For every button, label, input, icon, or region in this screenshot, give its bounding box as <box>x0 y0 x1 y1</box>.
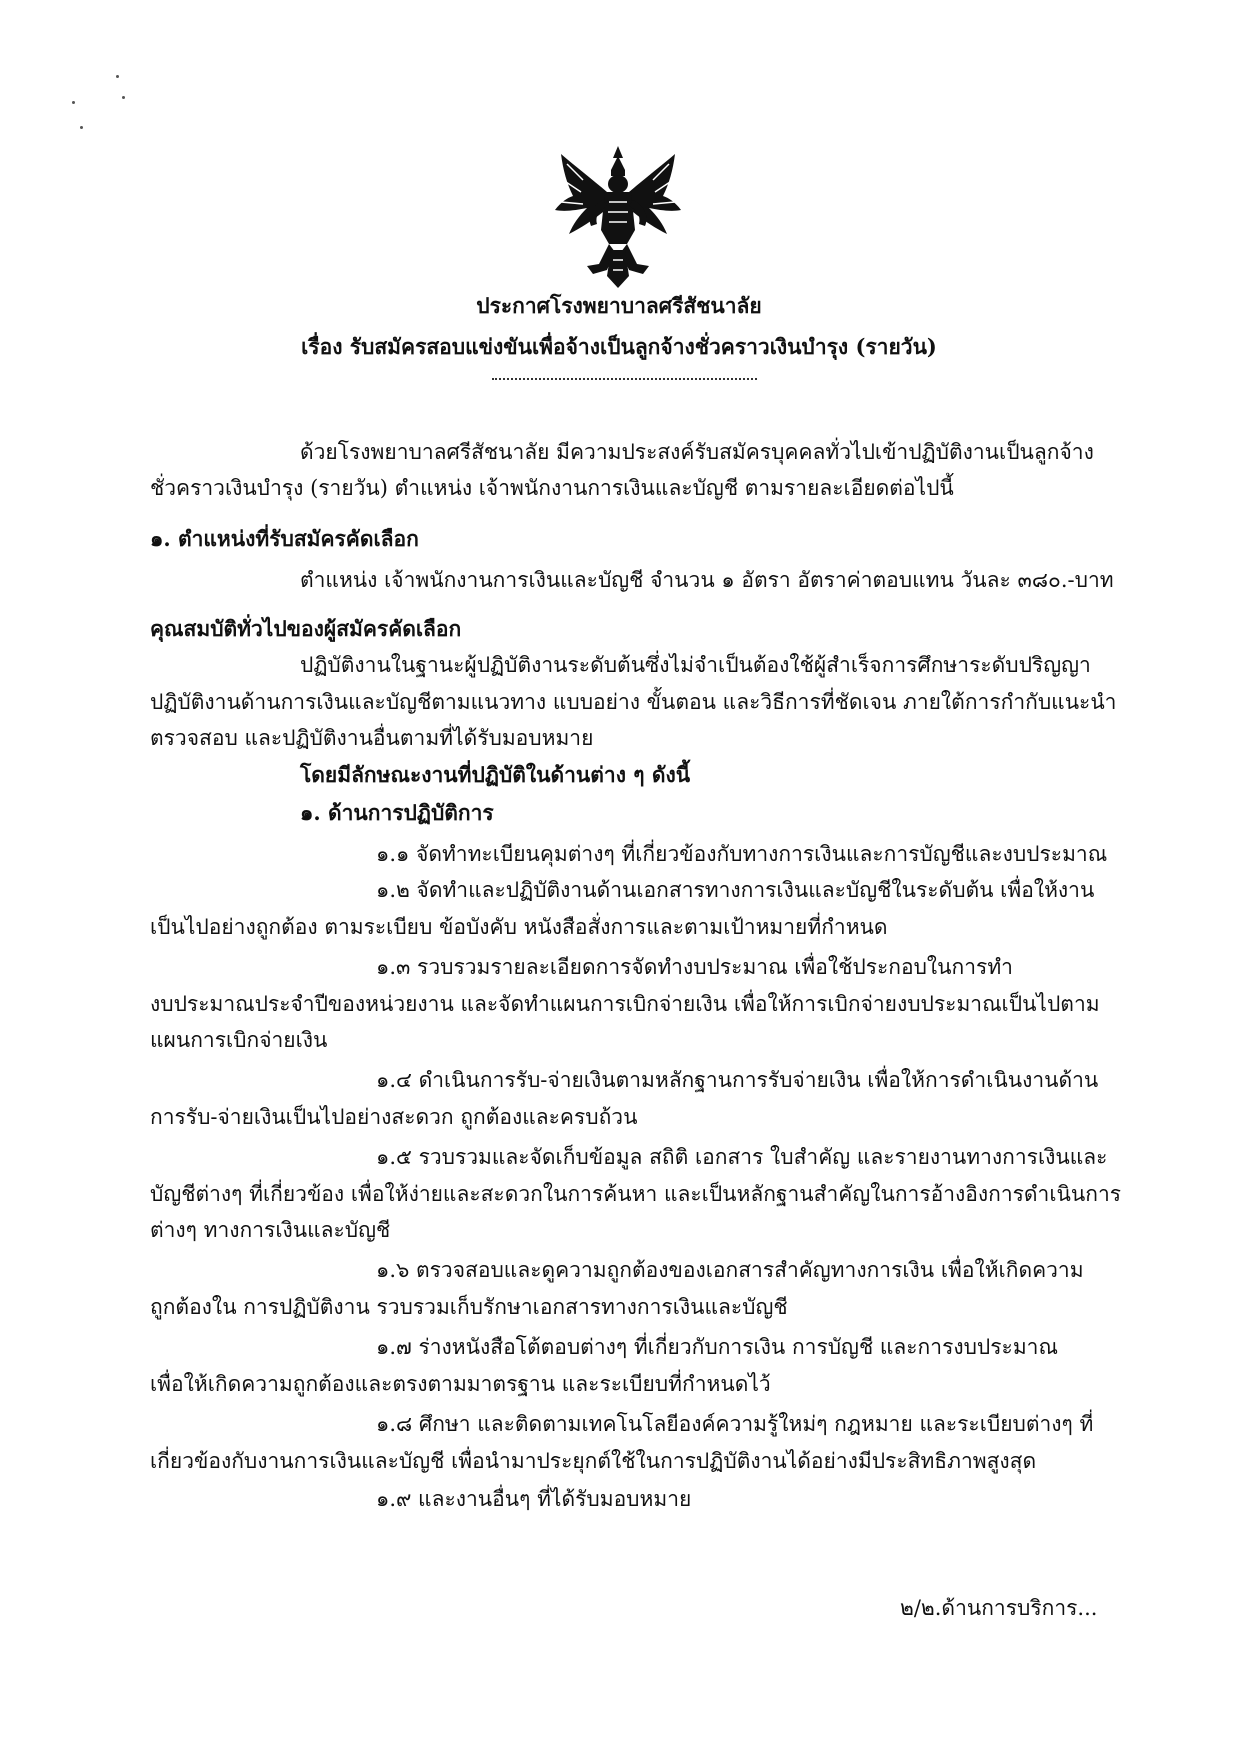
scan-speck <box>122 96 125 99</box>
document-title: ประกาศโรงพยาบาลศรีสัชนาลัย <box>476 293 762 318</box>
qualifications-heading: คุณสมบัติทั่วไปของผู้สมัครคัดเลือก <box>150 616 462 641</box>
section-1-heading: ๑. ตำแหน่งที่รับสมัครคัดเลือก <box>150 526 419 551</box>
item-1-5-cont-2: ต่างๆ ทางการเงินและบัญชี <box>150 1218 391 1242</box>
qualifications-line-1: ปฏิบัติงานในฐานะผู้ปฏิบัติงานระดับต้นซึ่งไม่จำเป็นต้องใช้ผู้สำเร็จการศึกษาระดับปริญญา <box>300 653 1091 677</box>
document-subject: เรื่อง รับสมัครสอบแข่งขันเพื่อจ้างเป็นลูกจ้างชั่วคราวเงินบำรุง (รายวัน) <box>301 334 937 359</box>
item-1-2-cont: เป็นไปอย่างถูกต้อง ตามระเบียบ ข้อบังคับ หนังสือสั่งการและตามเป้าหมายที่กำหนด <box>150 915 888 939</box>
item-1-1: ๑.๑ จัดทำทะเบียนคุมต่างๆ ที่เกี่ยวข้องกับทางการเงินและการบัญชีและงบประมาณ <box>376 842 1108 866</box>
item-1-4-cont: การรับ-จ่ายเงินเป็นไปอย่างสะดวก ถูกต้องและครบถ้วน <box>150 1105 638 1129</box>
item-1-9: ๑.๙ และงานอื่นๆ ที่ได้รับมอบหมาย <box>376 1487 692 1511</box>
scan-speck <box>72 101 75 104</box>
qualifications-line-2: ปฏิบัติงานด้านการเงินและบัญชีตามแนวทาง แบบอย่าง ขั้นตอน และวิธีการที่ชัดเจน ภายใต้การกำกับแนะนำ <box>150 690 1117 714</box>
item-1-8: ๑.๘ ศึกษา และติดตามเทคโนโลยีองค์ความรู้ใหม่ๆ กฎหมาย และระเบียบต่างๆ ที่ <box>376 1412 1094 1436</box>
dotted-divider <box>492 378 757 380</box>
item-1-7: ๑.๗ ร่างหนังสือโต้ตอบต่างๆ ที่เกี่ยวกับการเงิน การบัญชี และการงบประมาณ <box>376 1335 1058 1359</box>
duties-heading: โดยมีลักษณะงานที่ปฏิบัติในด้านต่าง ๆ ดังนี้ <box>300 762 691 787</box>
page-continuation: ๒/๒.ด้านการบริการ... <box>900 1596 1098 1620</box>
item-1-2: ๑.๒ จัดทำและปฏิบัติงานด้านเอกสารทางการเงินและบัญชีในระดับต้น เพื่อให้งาน <box>376 878 1095 902</box>
item-1-3-cont: งบประมาณประจำปีของหน่วยงาน และจัดทำแผนการเบิกจ่ายเงิน เพื่อให้การเบิกจ่ายงบประมาณเป็นไปตาม <box>150 992 1100 1016</box>
item-1-6-cont: ถูกต้องใน การปฏิบัติงาน รวบรวมเก็บรักษาเอกสารทางการเงินและบัญชี <box>150 1295 788 1319</box>
item-1-4: ๑.๔ ดำเนินการรับ-จ่ายเงินตามหลักฐานการรับจ่ายเงิน เพื่อให้การดำเนินงานด้าน <box>376 1068 1099 1092</box>
scan-speck <box>116 75 119 78</box>
section-1-detail: ตำแหน่ง เจ้าพนักงานการเงินและบัญชี จำนวน ๑ อัตรา อัตราค่าตอบแทน วันละ ๓๘๐.-บาท <box>300 568 1114 592</box>
item-1-5-cont: บัญชีต่างๆ ที่เกี่ยวข้อง เพื่อให้ง่ายและสะดวกในการค้นหา และเป็นหลักฐานสำคัญในการอ้างอิงการดำเนินการ <box>150 1182 1122 1206</box>
qualifications-line-3: ตรวจสอบ และปฏิบัติงานอื่นตามที่ได้รับมอบหมาย <box>150 726 594 750</box>
item-1-7-cont: เพื่อให้เกิดความถูกต้องและตรงตามมาตรฐาน และระเบียบที่กำหนดไว้ <box>150 1372 771 1396</box>
item-1-6: ๑.๖ ตรวจสอบและดูความถูกต้องของเอกสารสำคัญทางการเงิน เพื่อให้เกิดความ <box>376 1258 1084 1282</box>
item-1-3: ๑.๓ รวบรวมรายละเอียดการจัดทำงบประมาณ เพื่อใช้ประกอบในการทำ <box>376 955 1013 979</box>
item-1-5: ๑.๕ รวบรวมและจัดเก็บข้อมูล สถิติ เอกสาร ใบสำคัญ และรายงานทางการเงินและ <box>376 1145 1108 1169</box>
operations-heading: ๑. ด้านการปฏิบัติการ <box>300 800 494 825</box>
item-1-8-cont: เกี่ยวข้องกับงานการเงินและบัญชี เพื่อนำมาประยุกต์ใช้ในการปฏิบัติงานได้อย่างมีประสิทธิภาพสูงสุด <box>150 1449 1037 1473</box>
scan-speck <box>80 126 83 129</box>
intro-line-2: ชั่วคราวเงินบำรุง (รายวัน) ตำแหน่ง เจ้าพนักงานการเงินและบัญชี ตามรายละเอียดต่อไปนี้ <box>150 476 954 500</box>
garuda-emblem-icon <box>553 140 683 290</box>
item-1-3-cont-2: แผนการเบิกจ่ายเงิน <box>150 1028 328 1052</box>
intro-line-1: ด้วยโรงพยาบาลศรีสัชนาลัย มีความประสงค์รับสมัครบุคคลทั่วไปเข้าปฏิบัติงานเป็นลูกจ้าง <box>300 440 1094 464</box>
